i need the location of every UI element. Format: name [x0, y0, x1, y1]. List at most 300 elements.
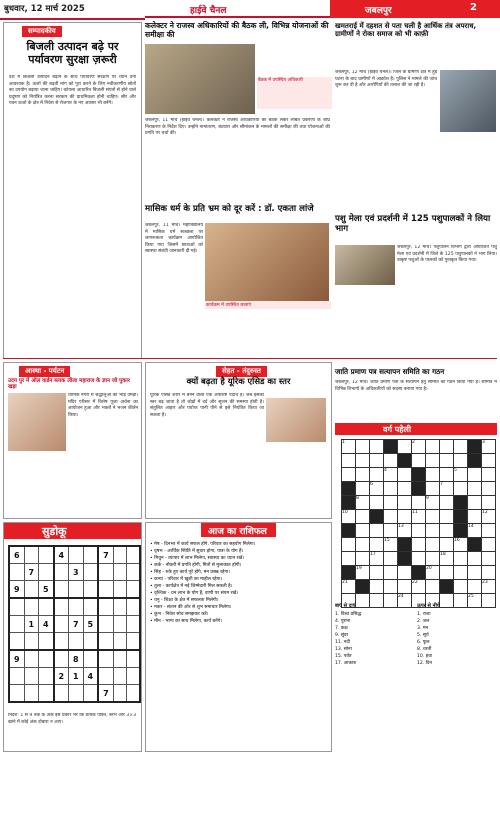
crossword-cell[interactable] [370, 594, 384, 608]
rashifal-item: • वृषभ - आर्थिक स्थिति में सुधार होगा, यात्रा के योग हैं। [150, 549, 244, 554]
crossword-cell[interactable]: 3 [482, 440, 496, 454]
crossword-cell[interactable] [384, 580, 398, 594]
crossword-clue: 1. राजा [417, 612, 431, 617]
crossword-cell[interactable] [454, 594, 468, 608]
crossword-cell[interactable] [426, 468, 440, 482]
jati-headline: जाति प्रमाण पत्र सत्यापन समिति का गठन [335, 367, 445, 376]
sehat-photo [266, 398, 326, 442]
crossword-cell[interactable] [384, 496, 398, 510]
sudoku-cell[interactable]: 7 [69, 616, 84, 633]
sehat-tag: सेहत - तंदुरुस्त [216, 366, 267, 377]
sudoku-cell[interactable]: 3 [69, 564, 84, 581]
sudoku-cell[interactable]: 7 [98, 685, 113, 703]
crossword-cell[interactable]: 21 [342, 580, 356, 594]
crossword-clue: 15. पर्वत [335, 654, 352, 659]
sudoku-row [9, 685, 140, 703]
sudoku-cell[interactable]: 5 [39, 581, 54, 599]
sudoku-cell[interactable] [98, 650, 113, 668]
crossword-cell[interactable] [398, 510, 412, 524]
sudoku-cell[interactable] [69, 685, 84, 703]
sudoku-cell[interactable] [9, 633, 24, 651]
sudoku-cell[interactable] [83, 546, 98, 564]
crossword-cell[interactable] [356, 552, 370, 566]
rashifal-list [150, 541, 327, 625]
sudoku-cell[interactable] [98, 633, 113, 651]
sudoku-cell[interactable] [126, 598, 140, 616]
crossword-cell[interactable] [384, 482, 398, 496]
crossword-clue: 3. मन [417, 626, 429, 631]
sudoku-cell[interactable] [98, 616, 113, 633]
crossword-clue: 5. सूर्य [417, 633, 429, 638]
crossword-cell[interactable]: 11 [412, 510, 426, 524]
sudoku-cell[interactable] [24, 633, 39, 651]
crossword-cell[interactable] [412, 454, 426, 468]
crossword-clue: 10. हवा [417, 654, 432, 659]
crossword-cell[interactable]: 7 [440, 482, 454, 496]
crossword-cell[interactable]: 9 [426, 496, 440, 510]
right-story [335, 22, 497, 212]
crossword-cell[interactable] [468, 552, 482, 566]
sehat-headline: क्यों बढ़ता है यूरिक एसिड का स्तर [186, 376, 291, 386]
crossword-cell[interactable] [342, 454, 356, 468]
sudoku-row [9, 650, 140, 668]
crossword-cell[interactable] [370, 496, 384, 510]
sudoku-cell[interactable] [9, 616, 24, 633]
crossword-cell[interactable] [482, 566, 496, 580]
crossword-cell[interactable] [454, 566, 468, 580]
crossword-row [342, 440, 496, 454]
pashu-headline: पशु मेला एवं प्रदर्शनी में 125 पशुपालकों ने लिया भाग [335, 214, 491, 234]
sudoku-cell[interactable] [113, 581, 126, 599]
sudoku-cell[interactable] [24, 668, 39, 685]
sudoku-cell[interactable]: 6 [9, 546, 24, 564]
crossword-cell[interactable] [440, 440, 454, 454]
sudoku-cell[interactable] [9, 564, 24, 581]
top-story-headline: कलेक्टर ने राजस्व अधिकारियों की बैठक ली, विभिन्न योजनाओं की समीक्षा की [145, 21, 329, 39]
crossword-cell[interactable] [370, 468, 384, 482]
rashifal-item: • कन्या - परिवार में खुशी का माहौल रहेगा। [150, 577, 223, 582]
sudoku-box [3, 522, 142, 752]
crossword-black-cell [342, 496, 356, 510]
rashifal-item: • तुला - कार्यक्षेत्र में नई जिम्मेदारी मिल सकती है। [150, 584, 233, 589]
crossword-cell[interactable] [370, 580, 384, 594]
crossword-cell[interactable]: 20 [426, 566, 440, 580]
sudoku-cell[interactable] [126, 581, 140, 599]
crossword-clue: 1. विश्व प्रसिद्ध [335, 612, 362, 617]
jati-body: जबलपुर, 12 मार्च। जाति प्रमाण पत्रों के सत्यापन हेतु समिति का गठन किया गया है। समिति में विभिन्न विभागों के अधिकारियों को सदस्य बनाया गया है। [335, 380, 497, 392]
crossword-cell[interactable] [482, 524, 496, 538]
crossword-black-cell [342, 524, 356, 538]
rashifal-item: • वृश्चिक - धन लाभ के योग हैं, वाणी पर संयम रखें। [150, 591, 238, 596]
sudoku-cell[interactable] [54, 616, 69, 633]
top-story-body: जबलपुर, 11 मार्च (हाईवे चैनल)। कलेक्टर ने राजस्व अधिकारियों की बैठक लेकर लंबित प्रकरणों के शीघ्र निराकरण के निर्देश दिए। उन्होंने नामांतरण, बंटवारा और सीमांकन के मामलों की समीक्षा की तथा योजनाओं की प्रगति पर चर्चा की। [145, 118, 330, 137]
crossword-black-cell [412, 482, 426, 496]
jati-story [335, 368, 497, 420]
crossword-grid [341, 439, 496, 608]
sudoku-title-bar [4, 523, 141, 539]
crossword-black-cell [468, 538, 482, 552]
crossword-left-clues [335, 611, 415, 667]
crossword-cell[interactable] [440, 454, 454, 468]
sudoku-cell[interactable] [83, 650, 98, 668]
header-city: जबलपुर [365, 6, 392, 16]
crossword-cell[interactable]: 23 [482, 580, 496, 594]
rashifal-item: • कुंभ - निवेश सोच समझकर करें। [150, 612, 209, 617]
crossword-cell[interactable]: 4 [384, 468, 398, 482]
crossword-cell[interactable]: 24 [398, 594, 412, 608]
crossword-cell[interactable] [412, 538, 426, 552]
sudoku-cell[interactable] [113, 633, 126, 651]
crossword-cell[interactable] [356, 594, 370, 608]
crossword-cell[interactable]: 25 [468, 594, 482, 608]
crossword-cell[interactable] [440, 496, 454, 510]
crossword-row [342, 566, 496, 580]
crossword-cell[interactable]: 5 [454, 468, 468, 482]
sudoku-cell[interactable]: 9 [9, 650, 24, 668]
aastha-box [3, 362, 142, 519]
sudoku-cell[interactable] [69, 633, 84, 651]
sudoku-cell[interactable]: 4 [39, 616, 54, 633]
crossword-cell[interactable]: 16 [454, 538, 468, 552]
editorial-box [3, 22, 142, 359]
crossword-cell[interactable] [454, 454, 468, 468]
crossword-row [342, 496, 496, 510]
crossword-clue: 13. सोना [335, 647, 352, 652]
sudoku-cell[interactable] [39, 564, 54, 581]
sudoku-cell[interactable] [24, 546, 39, 564]
crossword-cell[interactable] [482, 496, 496, 510]
crossword-cell[interactable] [454, 552, 468, 566]
sudoku-cell[interactable] [9, 598, 24, 616]
crossword-cell[interactable] [468, 566, 482, 580]
sudoku-cell[interactable] [83, 633, 98, 651]
crossword-cell[interactable] [356, 454, 370, 468]
sudoku-cell[interactable] [39, 633, 54, 651]
right-story-photo [440, 70, 496, 132]
editorial-headline: बिजली उत्पादन बढ़े पर पर्यावरण सुरक्षा ज़रूरी [26, 40, 119, 66]
sudoku-row [9, 633, 140, 651]
sudoku-cell[interactable] [113, 650, 126, 668]
crossword-cell[interactable] [342, 538, 356, 552]
sudoku-cell[interactable] [54, 581, 69, 599]
sudoku-cell[interactable] [126, 546, 140, 564]
crossword-cell[interactable] [468, 510, 482, 524]
dharm-body: जबलपुर, 11 मार्च। महाविद्यालय में मासिक धर्म स्वच्छता पर जागरूकता कार्यक्रम आयोजित किया गया जिसमें छात्राओं को स्वास्थ्य संबंधी जानकारी दी गई। [145, 223, 203, 255]
sudoku-cell[interactable] [39, 650, 54, 668]
sudoku-row [9, 564, 140, 581]
rashifal-item: • मिथुन - व्यापार में लाभ मिलेगा, स्वास्थ्य का ध्यान रखें। [150, 556, 244, 561]
crossword-right-title: ऊपर से नीचे [417, 603, 440, 609]
aastha-tag: आस्था - पर्यटन [19, 366, 70, 377]
crossword-clue: 12. दिन [417, 661, 432, 666]
sudoku-cell[interactable] [126, 650, 140, 668]
sudoku-cell[interactable] [126, 616, 140, 633]
crossword-cell[interactable]: 15 [384, 538, 398, 552]
sudoku-cell[interactable] [54, 633, 69, 651]
crossword-cell[interactable] [370, 538, 384, 552]
dharm-story [145, 205, 330, 355]
crossword-row [342, 580, 496, 594]
crossword-black-cell [412, 468, 426, 482]
sudoku-cell[interactable]: 4 [83, 668, 98, 685]
crossword-clue: 4. पुराना [335, 619, 351, 624]
crossword-cell[interactable] [356, 468, 370, 482]
sudoku-cell[interactable] [54, 650, 69, 668]
sudoku-cell[interactable] [24, 685, 39, 703]
sudoku-cell[interactable] [24, 650, 39, 668]
sudoku-cell[interactable]: 2 [54, 668, 69, 685]
crossword-cell[interactable]: 6 [370, 482, 384, 496]
crossword-cell[interactable] [356, 482, 370, 496]
sudoku-cell[interactable] [98, 598, 113, 616]
crossword-cell[interactable] [482, 468, 496, 482]
crossword-cell[interactable] [454, 440, 468, 454]
crossword-row [342, 538, 496, 552]
sudoku-cell[interactable] [126, 668, 140, 685]
crossword-black-cell [412, 566, 426, 580]
rashifal-item: • सिंह - रुके हुए कार्य पूरे होंगे, मन प्रसन्न रहेगा। [150, 570, 230, 575]
crossword-cell[interactable] [356, 538, 370, 552]
sudoku-cell[interactable] [126, 564, 140, 581]
sudoku-cell[interactable]: 5 [83, 616, 98, 633]
crossword-cell[interactable] [356, 440, 370, 454]
crossword-title: वर्ग पहेली [383, 425, 412, 434]
crossword-cell[interactable]: 1 [342, 440, 356, 454]
crossword-cell[interactable] [426, 510, 440, 524]
crossword-cell[interactable] [440, 594, 454, 608]
crossword-clue: 2. जल [417, 619, 430, 624]
crossword-cell[interactable]: 8 [356, 496, 370, 510]
rashifal-item: • मकर - संतान की ओर से शुभ समाचार मिलेगा। [150, 605, 232, 610]
crossword-cell[interactable] [384, 594, 398, 608]
crossword-cell[interactable] [482, 552, 496, 566]
sudoku-title: सुडोकू [42, 525, 67, 538]
crossword-cell[interactable] [356, 524, 370, 538]
sudoku-row [9, 546, 140, 564]
sehat-body: यूरिक एसिड शरीर में बनने वाला एक अपशिष्ट पदार्थ है। जब इसका स्तर बढ़ जाता है तो जोड़ों में दर्द और सूजन की समस्या होती है। संतुलित आहार और पर्याप्त पानी पीने से इसे नियंत्रित किया जा सकता है। [150, 393, 264, 418]
sudoku-cell[interactable] [113, 598, 126, 616]
crossword-cell[interactable] [426, 524, 440, 538]
sudoku-cell[interactable] [39, 546, 54, 564]
crossword-cell[interactable] [370, 440, 384, 454]
crossword-cell[interactable] [482, 482, 496, 496]
crossword-row [342, 524, 496, 538]
crossword-cell[interactable] [384, 454, 398, 468]
sudoku-cell[interactable] [83, 581, 98, 599]
crossword-cell[interactable]: 13 [398, 524, 412, 538]
sudoku-row [9, 668, 140, 685]
sudoku-cell[interactable] [24, 581, 39, 599]
crossword-cell[interactable] [412, 524, 426, 538]
crossword-cell[interactable]: 14 [468, 524, 482, 538]
crossword-cell[interactable] [412, 552, 426, 566]
crossword-black-cell [342, 566, 356, 580]
crossword-clue: 9. सुंदर [335, 633, 349, 638]
rashifal-item: • धनु - शिक्षा के क्षेत्र में सफलता मिलेगी। [150, 598, 219, 603]
crossword-box [335, 423, 497, 753]
sudoku-cell[interactable] [113, 685, 126, 703]
meeting-photo [145, 44, 255, 114]
sudoku-cell[interactable] [54, 685, 69, 703]
crossword-black-cell [454, 510, 468, 524]
crossword-cell[interactable] [412, 496, 426, 510]
sudoku-cell[interactable] [83, 564, 98, 581]
crossword-cell[interactable]: 10 [342, 510, 356, 524]
right-story-body: जबलपुर, 12 मार्च (हाईवे चैनल)। जिले के ग्रामीण क्षेत्र में हुई घटना के बाद ग्रामीणों में आक्रोश है। पुलिस ने मामले की जांच शुरू कर दी है और आरोपियों की तलाश की जा रही है। [335, 70, 437, 89]
aastha-body: धार्मिक नगरी में श्रद्धालुओं की भीड़ उमड़ी। मंदिर परिसर में विशेष पूजा अर्चना का आयोजन हुआ और भक्तों ने भजन कीर्तन किया। [68, 393, 138, 418]
crossword-cell[interactable] [370, 524, 384, 538]
crossword-row [342, 552, 496, 566]
dharm-photo [205, 223, 329, 301]
crossword-cell[interactable] [440, 510, 454, 524]
crossword-cell[interactable] [454, 482, 468, 496]
crossword-cell[interactable] [342, 468, 356, 482]
crossword-clue: 11. नदी [335, 640, 350, 645]
crossword-cell[interactable] [440, 468, 454, 482]
crossword-cell[interactable] [384, 552, 398, 566]
crossword-cell[interactable] [398, 440, 412, 454]
crossword-clue: 7. कक्ष [335, 626, 348, 631]
sudoku-cell[interactable]: 7 [24, 564, 39, 581]
sudoku-cell[interactable] [69, 546, 84, 564]
crossword-black-cell [440, 580, 454, 594]
section-divider [3, 358, 497, 359]
sudoku-cell[interactable] [39, 598, 54, 616]
crossword-cell[interactable] [384, 524, 398, 538]
sudoku-cell[interactable]: 8 [69, 650, 84, 668]
page-header [0, 0, 500, 18]
sudoku-cell[interactable] [98, 668, 113, 685]
crossword-cell[interactable] [426, 552, 440, 566]
rashifal-item: • मीन - भाग्य का साथ मिलेगा, कार्य बनेंगे। [150, 619, 223, 624]
sudoku-cell[interactable] [69, 581, 84, 599]
crossword-black-cell [468, 454, 482, 468]
crossword-cell[interactable] [468, 496, 482, 510]
sudoku-cell[interactable] [83, 598, 98, 616]
crossword-cell[interactable] [426, 580, 440, 594]
crossword-cell[interactable] [398, 468, 412, 482]
crossword-cell[interactable]: 22 [412, 580, 426, 594]
rashifal-item: • कर्क - नौकरी में प्रगति होगी, मित्रों से मुलाकात होगी। [150, 563, 242, 568]
crossword-cell[interactable] [356, 510, 370, 524]
sudoku-cell[interactable] [39, 668, 54, 685]
newspaper-name: हाईवे चैनल [190, 6, 227, 16]
crossword-black-cell [398, 538, 412, 552]
sudoku-cell[interactable] [39, 685, 54, 703]
crossword-cell[interactable] [482, 538, 496, 552]
crossword-black-cell [454, 496, 468, 510]
crossword-cell[interactable] [342, 552, 356, 566]
sudoku-cell[interactable] [113, 668, 126, 685]
pashu-photo [335, 245, 395, 285]
sudoku-cell[interactable] [126, 685, 140, 703]
sudoku-cell[interactable] [9, 668, 24, 685]
crossword-cell[interactable] [454, 580, 468, 594]
crossword-cell[interactable] [468, 482, 482, 496]
crossword-cell[interactable] [482, 594, 496, 608]
sudoku-row [9, 598, 140, 616]
crossword-black-cell [468, 440, 482, 454]
crossword-row [342, 454, 496, 468]
sudoku-cell[interactable] [54, 598, 69, 616]
crossword-black-cell [454, 524, 468, 538]
editorial-body: देश में बिजली उत्पादन बढ़ाने के साथ पर्यावरण संरक्षण पर ध्यान देना आवश्यक है। ऊर्जा की बढ़ती मांग को पूरा करने के लिए नवीकरणीय स्रोतों का उपयोग बढ़ाया जाना चाहिए। कोयला आधारित बिजली संयंत्रों से होने वाले प्रदूषण को नियंत्रित करना सरकार की प्राथमिकता होनी चाहिए। सौर और पवन ऊर्जा के क्षेत्र में निवेश से रोजगार के नए अवसर भी बनेंगे। [9, 75, 136, 107]
aastha-photo [8, 393, 66, 451]
sudoku-cell[interactable] [113, 616, 126, 633]
sudoku-cell[interactable]: 4 [54, 546, 69, 564]
sudoku-cell[interactable] [126, 633, 140, 651]
crossword-clue: 6. फूल [417, 640, 430, 645]
crossword-cell[interactable]: 12 [482, 510, 496, 524]
sudoku-cell[interactable] [24, 598, 39, 616]
rashifal-box [145, 522, 332, 752]
sudoku-cell[interactable] [98, 564, 113, 581]
sudoku-cell[interactable]: 7 [98, 546, 113, 564]
sudoku-cell[interactable]: 1 [24, 616, 39, 633]
crossword-cell[interactable]: 18 [440, 552, 454, 566]
crossword-cell[interactable] [440, 566, 454, 580]
sudoku-cell[interactable] [113, 564, 126, 581]
crossword-black-cell [342, 482, 356, 496]
sudoku-note: निर्देश: 1 से 9 तक के अंक इस प्रकार भरें कि प्रत्येक पंक्ति, स्तंभ और 3×3 खाने में कोई अंक दोबारा न आए। [8, 713, 136, 725]
crossword-black-cell [370, 510, 384, 524]
sudoku-cell[interactable] [9, 685, 24, 703]
sehat-box [145, 362, 332, 519]
sudoku-cell[interactable]: 9 [9, 581, 24, 599]
crossword-cell[interactable] [384, 566, 398, 580]
crossword-cell[interactable] [398, 496, 412, 510]
crossword-cell[interactable] [440, 538, 454, 552]
sudoku-cell[interactable] [69, 598, 84, 616]
crossword-row [342, 468, 496, 482]
crossword-cell[interactable] [398, 580, 412, 594]
crossword-cell[interactable]: 2 [412, 440, 426, 454]
aastha-headline: उदय पुर में ऑल वार्डन ब्लाक लीला महाराज के ज्ञान जो पुकार खड़ा [8, 378, 130, 391]
crossword-cell[interactable] [468, 580, 482, 594]
sudoku-row [9, 581, 140, 599]
crossword-cell[interactable] [440, 524, 454, 538]
sudoku-cell[interactable] [98, 581, 113, 599]
sudoku-cell[interactable] [83, 685, 98, 703]
crossword-cell[interactable] [384, 510, 398, 524]
page-number: 2 [470, 2, 477, 13]
crossword-black-cell [398, 552, 412, 566]
pashu-body: जबलपुर, 12 मार्च। पशुपालन विभाग द्वारा आयोजित पशु मेला एवं प्रदर्शनी में जिले के 125 पशुपालकों ने भाग लिया। उत्कृष्ट पशुओं के पालकों को पुरस्कृत किया गया। [397, 245, 497, 264]
crossword-cell[interactable]: 17 [370, 552, 384, 566]
crossword-cell[interactable] [398, 566, 412, 580]
crossword-cell[interactable] [398, 482, 412, 496]
crossword-black-cell [356, 580, 370, 594]
header-date: बुधवार, 12 मार्च 2025 [4, 4, 85, 14]
sudoku-cell[interactable]: 1 [69, 668, 84, 685]
sudoku-cell[interactable] [54, 564, 69, 581]
header-rule [145, 16, 330, 18]
crossword-cell[interactable] [370, 454, 384, 468]
crossword-cell[interactable] [426, 538, 440, 552]
top-story [145, 22, 330, 202]
sudoku-cell[interactable] [113, 546, 126, 564]
crossword-cell[interactable]: 19 [356, 566, 370, 580]
crossword-cell[interactable] [468, 468, 482, 482]
crossword-cell[interactable] [370, 566, 384, 580]
crossword-clue: 8. धरती [417, 647, 432, 652]
crossword-cell[interactable] [426, 454, 440, 468]
crossword-black-cell [398, 454, 412, 468]
crossword-cell[interactable] [426, 482, 440, 496]
crossword-cell[interactable] [426, 440, 440, 454]
crossword-cell[interactable] [482, 454, 496, 468]
dharm-caption: कार्यक्रम में उपस्थित छात्राएं [205, 301, 331, 309]
